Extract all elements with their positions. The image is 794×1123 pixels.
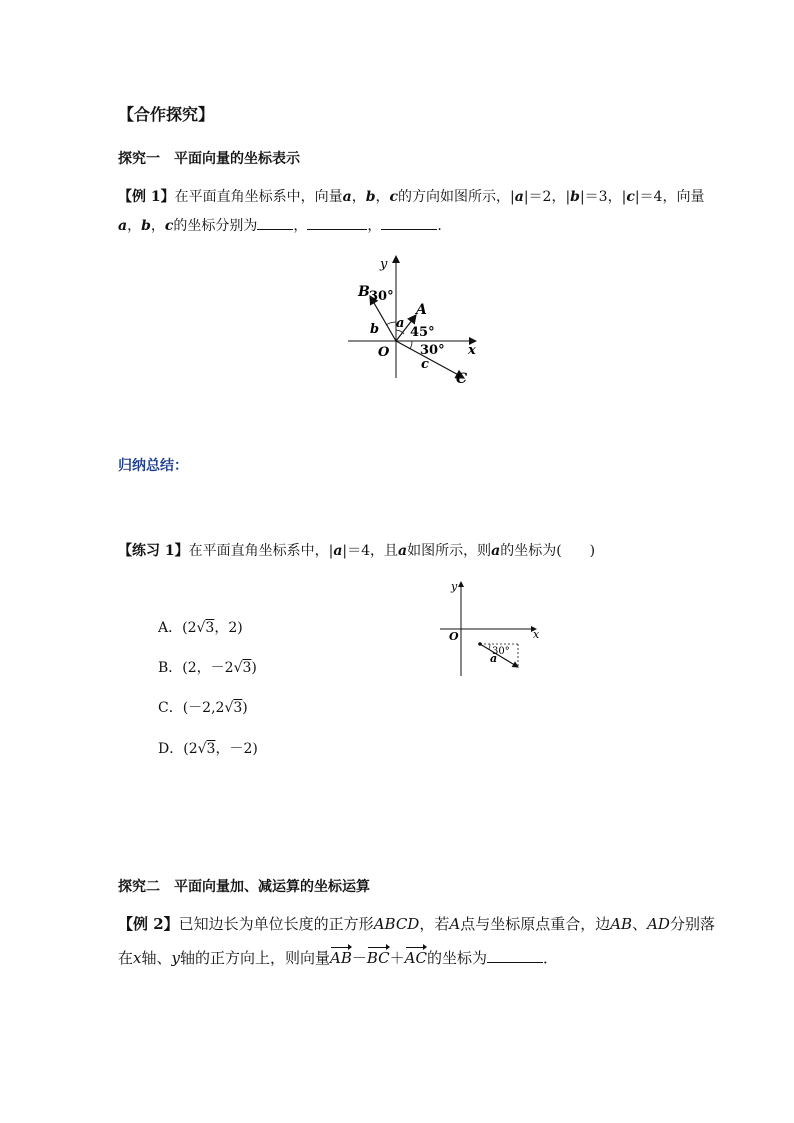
practice1-line: 【练习 1】在平面直角坐标系中，|a|＝4，且a如图所示，则a的坐标为( ) [118,543,596,559]
figure2-start-point [478,642,482,646]
figure1-x-label: x [468,343,476,358]
figure1-angle-c: 30° [420,343,445,358]
answer-blank-example2[interactable] [487,950,543,963]
example1-line1: 【例 1】在平面直角坐标系中，向量a，b，c的方向如图所示，|a|＝2，|b|＝3，|c|＝4，向量 [118,189,705,205]
figure1-arc-b [386,322,396,325]
figure2-origin-label: O [449,630,459,643]
figure1-point-A: A [416,302,427,318]
answer-blank-2[interactable] [307,217,367,230]
figure1-label-b: b [370,322,380,337]
figure1-label-a: a [396,316,405,331]
figure2-arc [489,644,490,649]
figure2-y-label: y [451,580,458,593]
figure1-label-c: c [421,357,429,372]
figure1-y-label: y [380,257,388,272]
option-A[interactable]: A．(2√3，2) [158,620,243,636]
figure2-x-label: x [533,628,540,641]
figure2-coordinate-diagram [436,578,548,680]
option-C[interactable]: C．(－2,2√3) [158,700,248,716]
answer-blank-1[interactable] [257,217,293,230]
figure1-point-C: C [456,371,468,387]
vector-AB: AB [330,949,352,967]
figure1-point-B: B [358,284,370,300]
example2-line2: 在x轴、y轴的正方向上，则向量AB－BC＋AC的坐标为 ． [118,949,559,967]
summary-label: 归纳总结： [118,458,188,474]
figure1-angle-b: 30° [369,289,394,304]
figure1-angle-a: 45° [410,325,435,340]
topic2-title: 探究二 平面向量加、减运算的坐标运算 [118,879,370,895]
example2-tag: 【例 2】 [118,915,179,933]
option-D[interactable]: D．(2√3，－2) [158,741,258,757]
practice1-tag: 【练习 1】 [118,543,189,559]
figure2-angle-label: 30° [492,646,510,657]
vector-BC: BC [366,949,390,967]
example2-line1: 【例 2】已知边长为单位长度的正方形ABCD，若A点与坐标原点重合，边AB、AD分别落 [118,915,715,933]
answer-blank-3[interactable] [381,217,437,230]
figure1-origin-label: O [378,345,390,360]
figure1-arc-c [410,341,412,349]
figure1-coordinate-diagram [340,250,490,390]
vector-AC: AC [404,949,427,967]
section-title: 【合作探究】 [118,105,215,124]
example1-tag: 【例 1】 [118,189,175,205]
option-B[interactable]: B．(2，－2√3) [158,660,257,676]
figure2-label-a: a [490,652,498,665]
topic1-title: 探究一 平面向量的坐标表示 [118,151,300,167]
example1-line2: a，b，c的坐标分别为 ， ， . [118,218,442,234]
